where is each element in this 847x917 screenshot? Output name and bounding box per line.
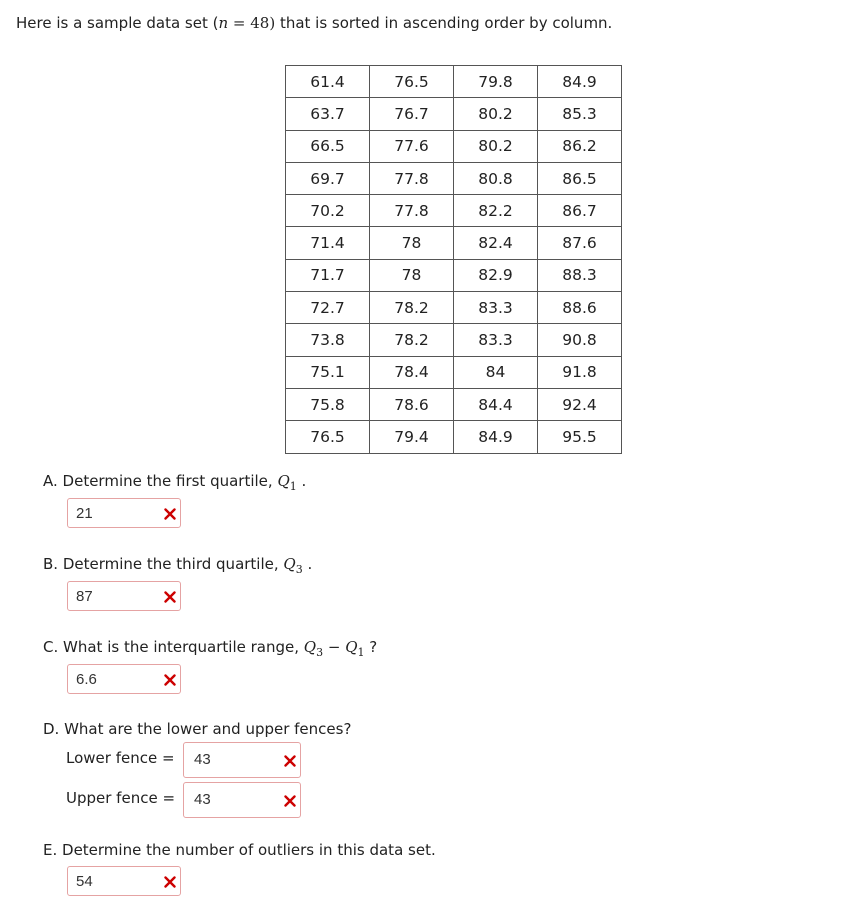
table-cell: 77.6 xyxy=(370,130,454,162)
intro-text: Here is a sample data set (n = 48) that is sorted in ascending order by column. xyxy=(16,14,613,32)
table-cell: 69.7 xyxy=(286,162,370,194)
table-cell: 78.2 xyxy=(370,292,454,324)
table-row xyxy=(286,195,622,227)
incorrect-x-icon xyxy=(284,795,296,807)
table-cell: 78.6 xyxy=(370,388,454,420)
lower-fence-input[interactable]: 43 xyxy=(183,742,301,778)
table-cell: 86.7 xyxy=(538,195,622,227)
table-cell: 84.4 xyxy=(454,388,538,420)
answer-a-input[interactable]: 21 xyxy=(67,498,181,528)
table-cell: 79.4 xyxy=(370,421,454,453)
lower-fence-label: Lower fence = xyxy=(66,749,175,767)
table-cell: 92.4 xyxy=(538,388,622,420)
question-e: E. Determine the number of outliers in this data set. xyxy=(43,841,436,859)
table-cell: 95.5 xyxy=(538,421,622,453)
table-cell: 61.4 xyxy=(286,66,370,98)
table-cell: 88.3 xyxy=(538,259,622,291)
table-cell: 78 xyxy=(370,259,454,291)
table-cell: 75.8 xyxy=(286,388,370,420)
table-row xyxy=(286,162,622,194)
incorrect-x-icon xyxy=(284,755,296,767)
table-cell: 82.2 xyxy=(454,195,538,227)
table-cell: 63.7 xyxy=(286,98,370,130)
question-b: B. Determine the third quartile, $Q_3$ . xyxy=(43,555,313,576)
table-row xyxy=(286,130,622,162)
table-cell: 86.2 xyxy=(538,130,622,162)
table-cell: 84.9 xyxy=(538,66,622,98)
table-row xyxy=(286,388,622,420)
table-cell: 87.6 xyxy=(538,227,622,259)
answer-b-input[interactable]: 87 xyxy=(67,581,181,611)
table-row xyxy=(286,324,622,356)
table-cell: 72.7 xyxy=(286,292,370,324)
upper-fence-label: Upper fence = xyxy=(66,789,176,807)
table-cell: 84.9 xyxy=(454,421,538,453)
table-row xyxy=(286,292,622,324)
table-cell: 88.6 xyxy=(538,292,622,324)
table-row xyxy=(286,66,622,98)
table-cell: 91.8 xyxy=(538,356,622,388)
table-cell: 85.3 xyxy=(538,98,622,130)
table-cell: 78.2 xyxy=(370,324,454,356)
table-row xyxy=(286,227,622,259)
incorrect-x-icon xyxy=(164,674,176,686)
table-cell: 82.4 xyxy=(454,227,538,259)
table-cell: 66.5 xyxy=(286,130,370,162)
table-cell: 83.3 xyxy=(454,324,538,356)
table-cell: 75.1 xyxy=(286,356,370,388)
incorrect-x-icon xyxy=(164,876,176,888)
answer-c-input[interactable]: 6.6 xyxy=(67,664,181,694)
question-d: D. What are the lower and upper fences? xyxy=(43,720,352,738)
table-cell: 78.4 xyxy=(370,356,454,388)
table-cell: 78 xyxy=(370,227,454,259)
table-cell: 80.2 xyxy=(454,130,538,162)
table-cell: 83.3 xyxy=(454,292,538,324)
table-cell: 90.8 xyxy=(538,324,622,356)
table-cell: 71.4 xyxy=(286,227,370,259)
table-cell: 79.8 xyxy=(454,66,538,98)
table-cell: 77.8 xyxy=(370,195,454,227)
data-table xyxy=(285,65,622,454)
table-cell: 84 xyxy=(454,356,538,388)
table-cell: 71.7 xyxy=(286,259,370,291)
table-cell: 70.2 xyxy=(286,195,370,227)
question-c: C. What is the interquartile range, $Q_3 - Q_1$ ? xyxy=(43,638,378,659)
table-row xyxy=(286,259,622,291)
table-cell: 76.5 xyxy=(286,421,370,453)
table-row xyxy=(286,356,622,388)
answer-e-input[interactable]: 54 xyxy=(67,866,181,896)
table-cell: 73.8 xyxy=(286,324,370,356)
table-cell: 76.5 xyxy=(370,66,454,98)
table-row xyxy=(286,421,622,453)
table-cell: 77.8 xyxy=(370,162,454,194)
incorrect-x-icon xyxy=(164,508,176,520)
table-cell: 80.8 xyxy=(454,162,538,194)
table-cell: 86.5 xyxy=(538,162,622,194)
incorrect-x-icon xyxy=(164,591,176,603)
question-a: A. Determine the first quartile, $Q_1$ . xyxy=(43,472,307,493)
table-row xyxy=(286,98,622,130)
table-cell: 80.2 xyxy=(454,98,538,130)
table-cell: 76.7 xyxy=(370,98,454,130)
table-cell: 82.9 xyxy=(454,259,538,291)
upper-fence-input[interactable]: 43 xyxy=(183,782,301,818)
